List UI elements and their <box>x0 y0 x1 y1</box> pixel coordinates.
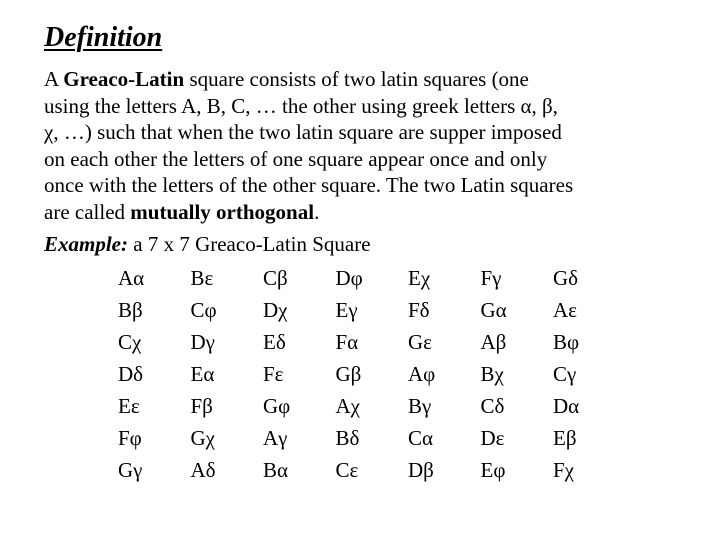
square-cell: Gε <box>408 329 432 354</box>
definition-line-6 <box>44 199 704 226</box>
square-row <box>118 390 626 422</box>
square-row <box>118 454 626 486</box>
square-cell: Bγ <box>408 393 432 418</box>
square-cell: Cβ <box>263 265 288 290</box>
square-cell: Fα <box>335 329 359 354</box>
square-cell: Dδ <box>118 361 144 386</box>
square-cell: Bα <box>263 457 289 482</box>
square-cell: Bφ <box>553 329 580 354</box>
square-cell: Fφ <box>118 425 142 450</box>
square-cell: Fε <box>263 361 284 386</box>
square-cell: Fγ <box>480 265 502 290</box>
square-cell: Bχ <box>480 361 504 386</box>
square-cell: Eδ <box>263 329 286 354</box>
definition-line-1-start: A <box>44 67 64 91</box>
square-cell: Aφ <box>408 361 436 386</box>
square-cell: Eφ <box>480 457 506 482</box>
square-cell: Cε <box>335 457 359 482</box>
square-cell: Eα <box>190 361 215 386</box>
example-text: a 7 x 7 Greaco-Latin Square <box>128 232 371 256</box>
square-cell: Aχ <box>335 393 360 418</box>
definition-heading: Definition <box>44 22 163 53</box>
definition-line-3: χ, …) such that when the two latin square are supper imposed <box>44 120 562 145</box>
square-cell: Dβ <box>408 457 434 482</box>
term-greaco-latin: Greaco-Latin <box>63 67 185 91</box>
square-cell: Gχ <box>190 425 215 450</box>
definition-line-2: using the letters A, B, C, … the other using greek letters α, β, <box>44 93 558 118</box>
square-cell: Aε <box>553 297 577 322</box>
square-cell: Fδ <box>408 297 430 322</box>
definition-line-4: on each other the letters of one square appear once and only <box>44 146 548 171</box>
square-cell: Cδ <box>480 393 505 418</box>
example-line <box>44 231 371 258</box>
definition-line-6-start: are called <box>44 199 131 224</box>
square-cell: Aδ <box>190 457 216 482</box>
square-cell: Eχ <box>408 265 431 290</box>
square-cell: Cα <box>408 425 434 450</box>
square-cell: Dα <box>553 393 580 418</box>
definition-line-1 <box>44 66 704 93</box>
square-cell: Fχ <box>553 457 574 482</box>
square-cell: Bδ <box>335 425 360 450</box>
square-cell: Cφ <box>190 297 217 322</box>
definition-line-6-end: . <box>314 199 320 224</box>
square-cell: Dχ <box>263 297 288 322</box>
square-cell: Cγ <box>553 361 577 386</box>
square-cell: Dε <box>480 425 505 450</box>
square-cell: Gβ <box>335 361 362 386</box>
square-cell: Dγ <box>190 329 215 354</box>
square-cell: Gγ <box>118 457 143 482</box>
square-cell: Eγ <box>335 297 358 322</box>
square-cell: Aγ <box>263 425 288 450</box>
greaco-latin-square-table <box>118 262 626 486</box>
definition-paragraph <box>44 66 704 226</box>
term-mutually-orthogonal: mutually orthogonal <box>130 199 315 224</box>
square-cell: Dφ <box>335 265 363 290</box>
definition-line-1-end: square consists of two latin squares (one <box>184 67 529 91</box>
square-cell: Aβ <box>480 329 507 354</box>
square-cell: Gα <box>480 297 507 322</box>
square-cell: Eε <box>118 393 140 418</box>
example-label: Example: <box>44 232 128 256</box>
square-cell: Bβ <box>118 297 143 322</box>
square-row <box>118 294 626 326</box>
square-row <box>118 326 626 358</box>
square-row <box>118 262 626 294</box>
square-cell: Eβ <box>553 425 577 450</box>
square-row <box>118 422 626 454</box>
square-cell: Cχ <box>118 329 142 354</box>
square-cell: Aα <box>118 265 145 290</box>
square-row <box>118 358 626 390</box>
square-cell: Gδ <box>553 265 579 290</box>
square-cell: Fβ <box>190 393 213 418</box>
square-cell: Bε <box>190 265 214 290</box>
square-cell: Gφ <box>263 393 291 418</box>
definition-line-5: once with the letters of the other square. The two Latin squares <box>44 173 574 198</box>
